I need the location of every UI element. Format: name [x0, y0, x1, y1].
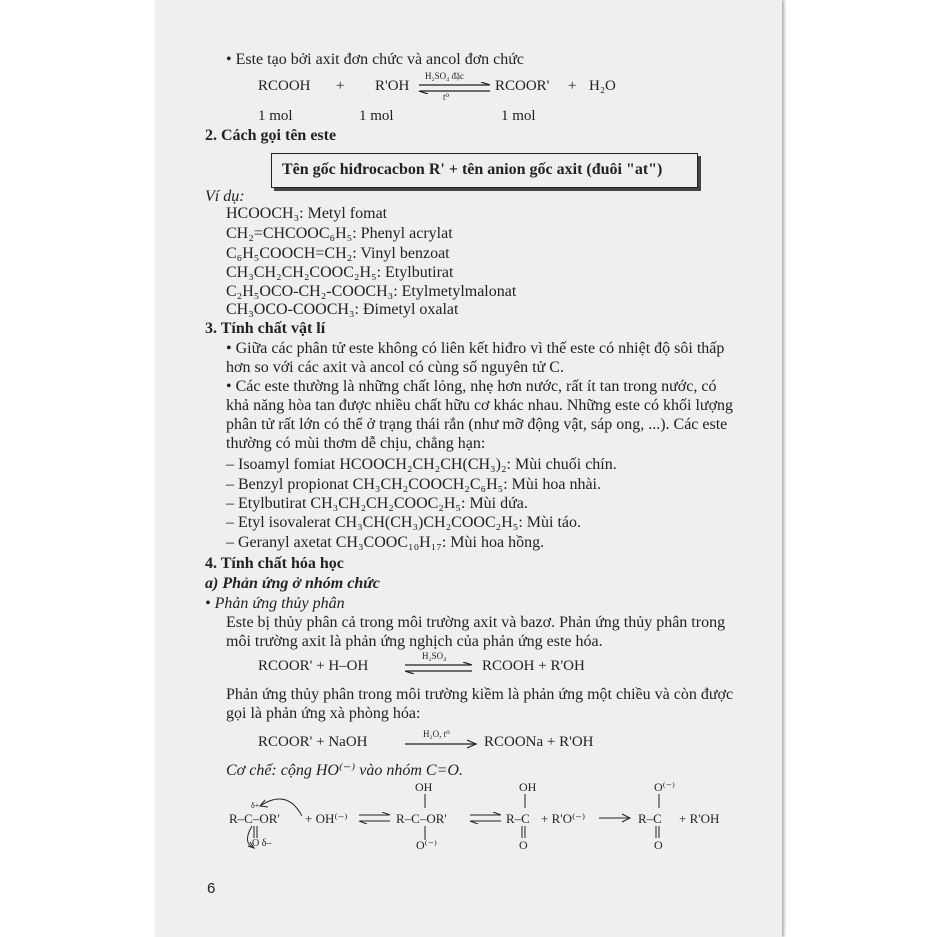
- saponification-line2: gọi là phản ứng xà phòng hóa:: [226, 705, 421, 722]
- physical-line-2: hơn so với các axit và ancol có cùng số nguyên tử C.: [226, 359, 564, 376]
- odor-isovalerat: – Etyl isovalerat CH₃CH(CH₃)CH₂COOC₂H₅: Mùi táo.: [226, 514, 581, 531]
- odor-etylbutirat: – Etylbutirat CH₃CH₂CH₂COOC₂H₅: Mùi dứa.: [226, 495, 528, 512]
- eq2-right: RCOOH + R'OH: [482, 658, 585, 674]
- mech-o-delta-minus: O δ–: [252, 838, 272, 849]
- page-number: 6: [207, 880, 216, 897]
- mech-o-minus: O⁽⁻⁾: [416, 838, 437, 852]
- eq1-reactant2: R'OH: [375, 78, 410, 94]
- mech-bond-top-3: [654, 794, 664, 808]
- example-5: C₂H₅OCO-CH₂-COOCH₃: Etylmetylmalonat: [226, 283, 517, 300]
- mech-delta-plus: δ+: [251, 801, 260, 810]
- odor-geranyl: – Geranyl axetat CH₃COOC₁₀H₁₇: Mùi hoa hồng.: [226, 534, 545, 551]
- mech-plus-roh: + R'OH: [679, 811, 720, 826]
- mech-ester: R–C–OR': [229, 811, 280, 826]
- mech-acid: R–C: [506, 811, 530, 826]
- example-1: HCOOCH₃: Metyl fomat: [226, 205, 388, 222]
- eq1-condition-top: H₂SO₄ đặc: [425, 71, 465, 81]
- mech-eq-arrow-2: [468, 812, 504, 824]
- mech-plus-ro: + R'O⁽⁻⁾: [541, 811, 586, 826]
- eq3-left: RCOOR' + NaOH: [258, 734, 368, 750]
- physical-line-6: thường có mùi thơm dễ chịu, chẳng hạn:: [226, 435, 486, 452]
- eq3-right: RCOONa + R'OH: [484, 734, 594, 750]
- saponification-line1: Phản ứng thủy phân trong môi trường kiềm là phản ứng một chiều và còn được: [226, 686, 734, 703]
- physical-line-5: phân tử rất lớn có thể ở trạng thái rắn (như mỡ động vật, sáp ong, ...). Các este: [226, 416, 728, 433]
- eq1-plus2: +: [568, 78, 577, 94]
- subheading-functional: a) Phản ứng ở nhóm chức: [205, 575, 380, 592]
- mol-label-3: 1 mol: [501, 108, 536, 124]
- hydrolysis-p1-line1: Este bị thủy phân cả trong môi trường axit và bazơ. Phản ứng thủy phân trong: [226, 614, 726, 631]
- eq3-condition: H₂O, t⁰: [423, 729, 450, 739]
- eq2-left: RCOOR' + H–OH: [258, 658, 369, 674]
- eq1-condition-bottom: t⁰: [443, 92, 450, 102]
- mech-oh-top-2: OH: [519, 780, 537, 794]
- mech-carboxylate: R–C: [638, 811, 662, 826]
- mechanism-label: Cơ chế: cộng HO⁽⁻⁾ vào nhóm C=O.: [226, 762, 463, 779]
- physical-line-3: • Các este thường là những chất lỏng, nhẹ hơn nước, rất ít tan trong nước, có: [226, 378, 717, 395]
- physical-line-1: • Giữa các phân tử este không có liên kết hiđro vì thế este có nhiệt độ sôi thấp: [226, 340, 725, 357]
- heading-naming: 2. Cách gọi tên este: [205, 127, 337, 144]
- naming-rule-text: Tên gốc hiđrocacbon R' + tên anion gốc axit (đuôi "at"): [282, 161, 663, 178]
- example-6: CH₃OCO-COOCH₃: Đimetyl oxalat: [226, 301, 459, 318]
- mech-oh-top-1: OH: [415, 780, 433, 794]
- physical-line-4: khả năng hòa tan được nhiều chất hữu cơ khác nhau. Những este có khối lượng: [226, 397, 734, 414]
- eq1-product2: H₂O: [589, 78, 616, 94]
- eq2-condition: H₂SO₄: [422, 651, 447, 661]
- equilibrium-arrow-2: [403, 662, 475, 674]
- hydrolysis-p1-line2: môi trường axit là phản ứng nghịch của phản ứng este hóa.: [226, 633, 603, 650]
- bullet-text: Este tạo bởi axit đơn chức và ancol đơn chức: [235, 51, 525, 68]
- example-label: Ví dụ:: [205, 188, 245, 205]
- mech-carboxylate-o: O: [654, 838, 663, 852]
- odor-isoamyl: – Isoamyl fomiat HCOOCH₂CH₂CH(CH₃)₂: Mùi chuối chín.: [226, 456, 617, 473]
- mech-acid-o: O: [519, 838, 528, 852]
- naming-rule-box: [271, 153, 698, 188]
- mol-label-1: 1 mol: [258, 108, 293, 124]
- odor-benzyl: – Benzyl propionat CH₃CH₂COOCH₂C₆H₅: Mùi hoa nhài.: [226, 476, 601, 493]
- mech-curved-arrows: [232, 788, 302, 858]
- eq1-plus1: +: [336, 78, 345, 94]
- bullet-hydrolysis: • Phản ứng thủy phân: [205, 595, 345, 612]
- bullet-ester-formation: • Este tạo bởi axit đơn chức và ancol đơn chức: [226, 51, 525, 68]
- heading-physical: 3. Tính chất vật lí: [205, 320, 326, 337]
- mech-plus-oh: + OH⁽⁻⁾: [305, 811, 348, 826]
- mech-bond-top-1: [420, 794, 430, 808]
- example-2: CH₂=CHCOOC₆H₅: Phenyl acrylat: [226, 225, 453, 242]
- forward-arrow-3: [403, 739, 479, 749]
- example-3: C₆H₅COOCH=CH₂: Vinyl benzoat: [226, 245, 450, 262]
- example-4: CH₃CH₂CH₂COOC₂H₅: Etylbutirat: [226, 264, 454, 281]
- mech-bond-top-2: [520, 794, 530, 808]
- mech-forward-arrow: [597, 813, 633, 823]
- mol-label-2: 1 mol: [359, 108, 394, 124]
- mech-eq-arrow-1: [357, 812, 393, 824]
- eq1-reactant1: RCOOH: [258, 78, 311, 94]
- equilibrium-arrow-1: [417, 82, 493, 94]
- heading-chemical: 4. Tính chất hóa học: [205, 555, 344, 572]
- mech-o-minus-top: O⁽⁻⁾: [654, 780, 675, 794]
- eq1-product1: RCOOR': [495, 78, 550, 94]
- mech-intermediate: R–C–OR': [396, 811, 447, 826]
